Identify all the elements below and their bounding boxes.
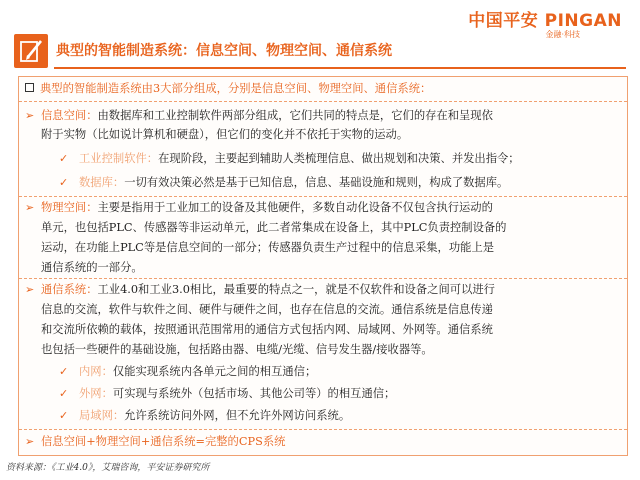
pencil-note-icon <box>14 34 48 68</box>
comm-line-4: 也包括一些硬件的基础设施，包括路由器、电缆/光缆、信号发生器/接收器等。 <box>41 343 433 356</box>
brand-name: 中国平安 PINGAN <box>468 11 622 31</box>
phys-line-1: 物理空间：主要是指用于工业加工的设备及其他硬件，多数自动化设备不仅包含执行运动的 <box>41 201 493 214</box>
intro-line: 典型的智能制造系统由3大部分组成，分别是信息空间、物理空间、通信系统： <box>25 82 431 96</box>
source-note: 资料来源：《工业4.0》，艾瑞咨询，平安证券研究所 <box>6 463 210 473</box>
brand-slogan: 金融·科技 <box>545 30 580 39</box>
comm-line-1: 通信系统：工业4.0和工业3.0相比，最重要的特点之一，就是不仅软件和设备之间可以进行 <box>41 283 495 296</box>
phys-line-4: 通信系统的一部分。 <box>41 261 143 274</box>
page-title: 典型的智能制造系统：信息空间、物理空间、通信系统 <box>56 43 392 59</box>
title-bar <box>14 34 626 70</box>
arrow-bullet-icon: ➢ <box>25 201 35 214</box>
check-icon: ✓ <box>59 176 69 189</box>
comm-line-2: 信息的交流，软件与软件之间、硬件与硬件之间，也存在信息的交流。通信系统是信息传递 <box>41 303 493 316</box>
check-icon: ✓ <box>59 387 69 400</box>
divider <box>19 196 627 197</box>
arrow-bullet-icon: ➢ <box>25 283 35 296</box>
info-sub-2: 数据库：一切有效决策必然是基于已知信息，信息、基础设施和规则，构成了数据库。 <box>79 176 509 189</box>
arrow-bullet-icon: ➢ <box>25 435 35 448</box>
comm-sub-1: 内网：仅能实现系统内各单元之间的相互通信； <box>79 365 317 378</box>
arrow-bullet-icon: ➢ <box>25 109 35 122</box>
divider <box>19 101 627 102</box>
phys-line-3: 运动，在功能上PLC等是信息空间的一部分；传感器负责生产过程中的信息采集，功能上是 <box>41 241 495 254</box>
square-bullet-icon <box>25 83 34 92</box>
check-icon: ✓ <box>59 152 69 165</box>
comm-line-3: 和交流所依赖的载体，按照通讯范围常用的通信方式包括内网、局域网、外网等。通信系统 <box>41 323 493 336</box>
divider <box>19 278 627 279</box>
summary-line: 信息空间+物理空间+通信系统=完整的CPS系统 <box>41 435 286 448</box>
check-icon: ✓ <box>59 409 69 422</box>
info-line-1: 信息空间：由数据库和工业控制软件两部分组成，它们共同的特点是，它们的存在和呈现依 <box>41 109 493 122</box>
divider <box>19 429 627 430</box>
phys-line-2: 单元，也包括PLC、传感器等非运动单元，此二者常集成在设备上，其中PLC负责控制设备的 <box>41 221 507 234</box>
comm-sub-3: 局域网：允许系统访问外网，但不允许外网访问系统。 <box>79 409 351 422</box>
check-icon: ✓ <box>59 365 69 378</box>
content-box <box>18 76 628 456</box>
title-underline <box>54 67 626 69</box>
comm-sub-2: 外网：可实现与系统外（包括市场、其他公司等）的相互通信； <box>79 387 396 400</box>
info-sub-1: 工业控制软件：在现阶段，主要起到辅助人类梳理信息、做出规划和决策、并发出指令； <box>79 152 520 165</box>
info-line-2: 附于实物（比如说计算机和硬盘），但它们的变化并不依托于实物的运动。 <box>41 128 409 141</box>
